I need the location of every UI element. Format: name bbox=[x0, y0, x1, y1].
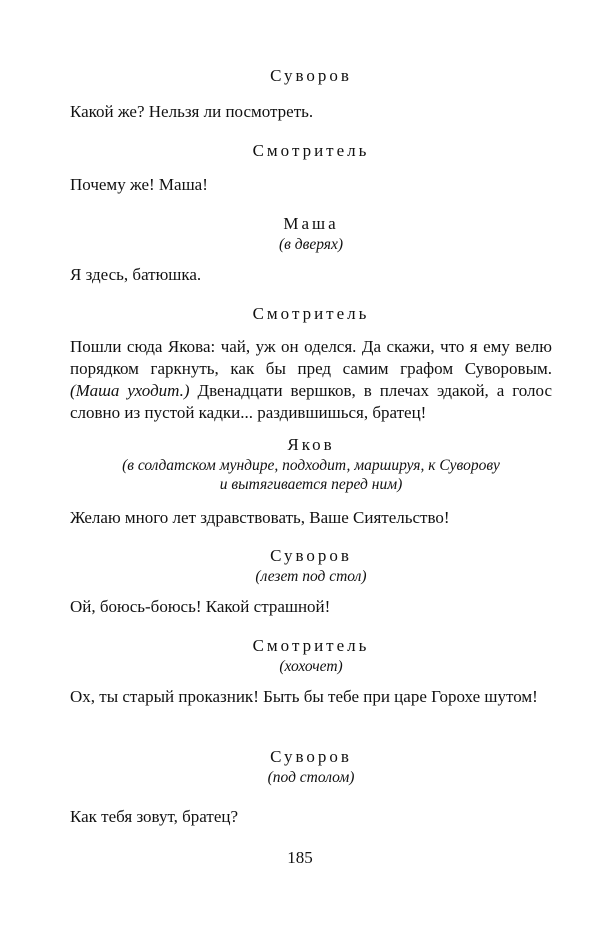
page-number: 185 bbox=[287, 848, 313, 867]
dialogue-line: Какой же? Нельзя ли посмотреть. bbox=[70, 102, 314, 121]
speaker-name: Смотритель bbox=[252, 636, 370, 655]
speaker-name: Смотритель bbox=[252, 141, 370, 160]
dialogue-line: Почему же! Маша! bbox=[70, 175, 208, 194]
stage-direction: (в солдатском мундире, подходит, маршируя, к Суворову bbox=[122, 457, 500, 474]
speaker-name: Маша bbox=[283, 214, 339, 233]
speaker-name: Суворов bbox=[270, 747, 352, 766]
dialogue-paragraph: Ох, ты старый проказник! Быть бы тебе при царе Горохе шутом! bbox=[70, 687, 538, 706]
stage-direction: (лезет под стол) bbox=[255, 568, 367, 585]
stage-direction: (хохочет) bbox=[279, 658, 343, 675]
speaker-name: Суворов bbox=[270, 66, 352, 85]
speaker-name: Суворов bbox=[270, 546, 352, 565]
inline-stage-direction: (Маша уходит.) bbox=[70, 381, 190, 400]
stage-direction: (в дверях) bbox=[278, 236, 343, 253]
dialogue-line: Ой, боюсь-боюсь! Какой страшной! bbox=[70, 597, 331, 616]
speaker-name: Смотритель bbox=[252, 304, 370, 323]
dialogue-paragraph bbox=[70, 336, 552, 424]
dialogue-line: Как тебя зовут, братец? bbox=[70, 807, 239, 826]
dialogue-line: Желаю много лет здравствовать, Ваше Сиятельство! bbox=[70, 508, 450, 527]
speaker-name: Яков bbox=[287, 435, 335, 454]
dialogue-text: Двенадцати вершков, в плечах эдакой, а голос словно из пустой кадки... раздившишься, братец! bbox=[70, 381, 552, 422]
dialogue-text: Пошли сюда Якова: чай, уж он оделся. Да скажи, что я ему велю порядком гаркнуть, как бы пред самим графом Суворовым. bbox=[70, 337, 552, 378]
stage-direction: и вытягивается перед ним) bbox=[219, 476, 403, 493]
dialogue-line: Я здесь, батюшка. bbox=[70, 265, 202, 284]
stage-direction: (под столом) bbox=[267, 769, 355, 786]
